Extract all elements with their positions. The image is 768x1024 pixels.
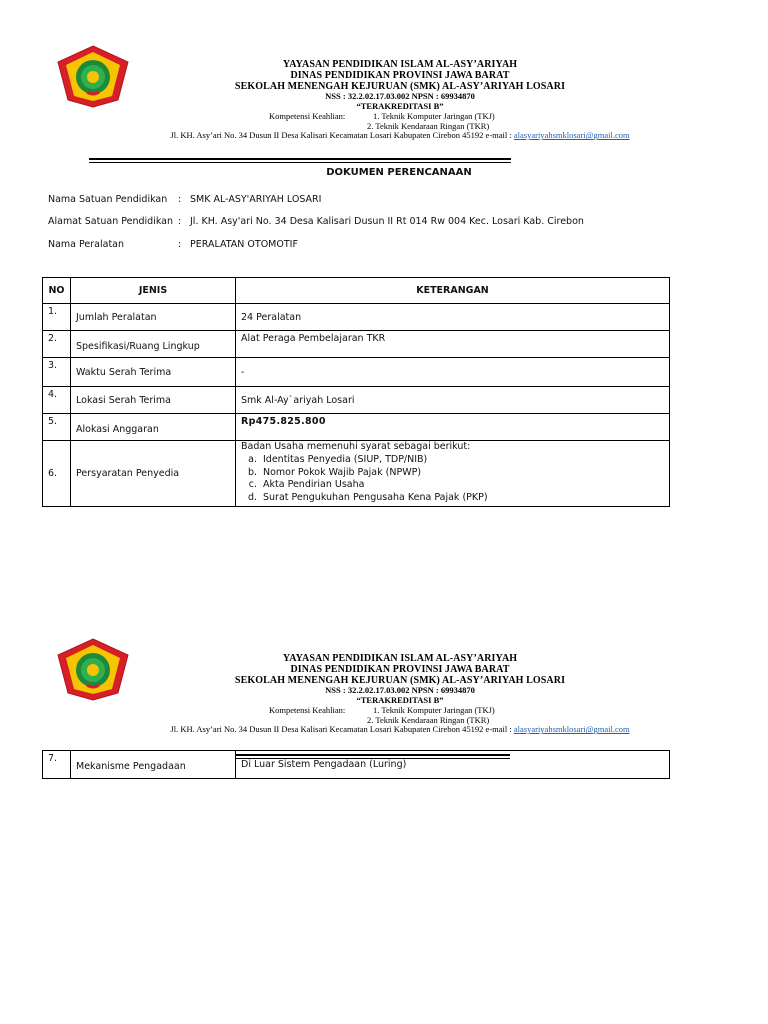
row-number: 4. — [43, 387, 71, 414]
table-row — [43, 414, 670, 441]
row-type: Jumlah Peralatan — [71, 304, 236, 331]
list-item: b. Nomor Pokok Wajib Pajak (NPWP) — [247, 466, 422, 478]
email-link[interactable]: alasyariyahsmklosari@gmail.com — [513, 130, 630, 141]
row-type: Persyaratan Penyedia — [71, 441, 236, 507]
row-number: 1. — [43, 304, 71, 331]
school-logo — [56, 44, 130, 108]
email-link[interactable]: alasyariyahsmklosari@gmail.com — [513, 724, 630, 735]
table-row — [43, 304, 670, 331]
field-value: SMK AL-ASY'ARIYAH LOSARI — [190, 194, 322, 205]
row-number: 6. — [43, 441, 71, 507]
column-header-keterangan: KETERANGAN — [236, 278, 670, 304]
accreditation: “TERAKREDITASI B” — [356, 100, 444, 111]
competency-item: 2. Teknik Kendaraan Ringan (TKR) — [367, 120, 490, 131]
list-item: a. Identitas Penyedia (SIUP, TDP/NIB) — [248, 453, 428, 465]
requirements-intro: Badan Usaha memenuhi syarat sebagai berikut: — [241, 441, 471, 452]
list-item: c. Akta Pendirian Usaha — [248, 479, 365, 491]
column-header-no: NO — [43, 278, 71, 304]
nss-npsn: NSS : 32.2.02.17.03.002 NPSN : 69934870 — [325, 685, 475, 695]
row-number: 7. — [43, 751, 71, 779]
foundation-name: YAYASAN PENDIDIKAN ISLAM AL-ASY’ARIYAH — [282, 653, 518, 664]
field-label: Alamat Satuan Pendidikan — [48, 216, 174, 227]
row-description: - — [236, 358, 670, 387]
field-separator: : — [178, 216, 182, 227]
school-logo — [56, 637, 130, 701]
letterhead — [120, 653, 680, 734]
field-separator: : — [178, 194, 182, 205]
row-description: Di Luar Sistem Pengadaan (Luring) — [236, 751, 670, 779]
competency-item: 2. Teknik Kendaraan Ringan (TKR) — [367, 714, 490, 725]
department-name: DINAS PENDIDIKAN PROVINSI JAWA BARAT — [290, 664, 510, 675]
column-header-jenis: JENIS — [71, 278, 236, 304]
row-type: Alokasi Anggaran — [71, 414, 236, 441]
row-type: Mekanisme Pengadaan — [71, 751, 236, 779]
header-divider — [89, 158, 511, 163]
provider-requirements — [236, 441, 670, 507]
table-row — [43, 441, 670, 507]
row-description: 24 Peralatan — [236, 304, 670, 331]
row-description: Smk Al-Ay`ariyah Losari — [236, 387, 670, 414]
foundation-name: YAYASAN PENDIDIKAN ISLAM AL-ASY’ARIYAH — [282, 59, 518, 70]
school-address: Jl. KH. Asy’ari No. 34 Dusun II Desa Kalisari Kecamatan Losari Kabupaten Cirebon 45192 e-mail : alasyariyahsmklosari@gmail.com — [170, 724, 630, 735]
row-type: Spesifikasi/Ruang Lingkup — [71, 331, 236, 358]
school-name: SEKOLAH MENENGAH KEJURUAN (SMK) AL-ASY’ARIYAH LOSARI — [234, 81, 566, 92]
header-divider — [236, 754, 510, 759]
letterhead — [120, 59, 680, 140]
competency-label: Kompetensi Keahlian: — [269, 705, 346, 716]
planning-table — [42, 277, 670, 507]
nss-npsn: NSS : 32.2.02.17.03.002 NPSN : 69934870 — [325, 91, 475, 101]
department-name: DINAS PENDIDIKAN PROVINSI JAWA BARAT — [290, 70, 510, 81]
school-address: Jl. KH. Asy’ari No. 34 Dusun II Desa Kalisari Kecamatan Losari Kabupaten Cirebon 45192 e-mail : alasyariyahsmklosari@gmail.com — [170, 130, 630, 141]
competency-block — [120, 705, 680, 724]
table-row — [43, 358, 670, 387]
document-title: DOKUMEN PERENCANAAN — [326, 167, 472, 178]
row-number: 2. — [43, 331, 71, 358]
competency-label: Kompetensi Keahlian: — [269, 111, 346, 122]
field-value: Jl. KH. Asy'ari No. 34 Desa Kalisari Dusun II Rt 014 Rw 004 Kec. Losari Kab. Cirebon — [190, 216, 584, 227]
competency-item: 1. Teknik Komputer Jaringan (TKJ) — [373, 705, 495, 716]
field-value: PERALATAN OTOMOTIF — [190, 239, 298, 250]
row-number: 5. — [43, 414, 71, 441]
list-item: d. Surat Pengukuhan Pengusaha Kena Pajak (PKP) — [247, 492, 488, 504]
table-row — [43, 387, 670, 414]
competency-item: 1. Teknik Komputer Jaringan (TKJ) — [373, 111, 495, 122]
row-type: Waktu Serah Terima — [71, 358, 236, 387]
field-label: Nama Peralatan — [48, 239, 125, 250]
table-header-row — [43, 278, 670, 304]
row-description: Alat Peraga Pembelajaran TKR — [236, 331, 670, 358]
budget-amount: Rp475.825.800 — [236, 414, 670, 441]
field-separator: : — [178, 239, 182, 250]
row-number: 3. — [43, 358, 71, 387]
field-label: Nama Satuan Pendidikan — [48, 194, 168, 205]
table-row — [43, 331, 670, 358]
school-name: SEKOLAH MENENGAH KEJURUAN (SMK) AL-ASY’ARIYAH LOSARI — [234, 675, 566, 686]
competency-block — [120, 111, 680, 130]
row-type: Lokasi Serah Terima — [71, 387, 236, 414]
accreditation: “TERAKREDITASI B” — [356, 694, 444, 705]
